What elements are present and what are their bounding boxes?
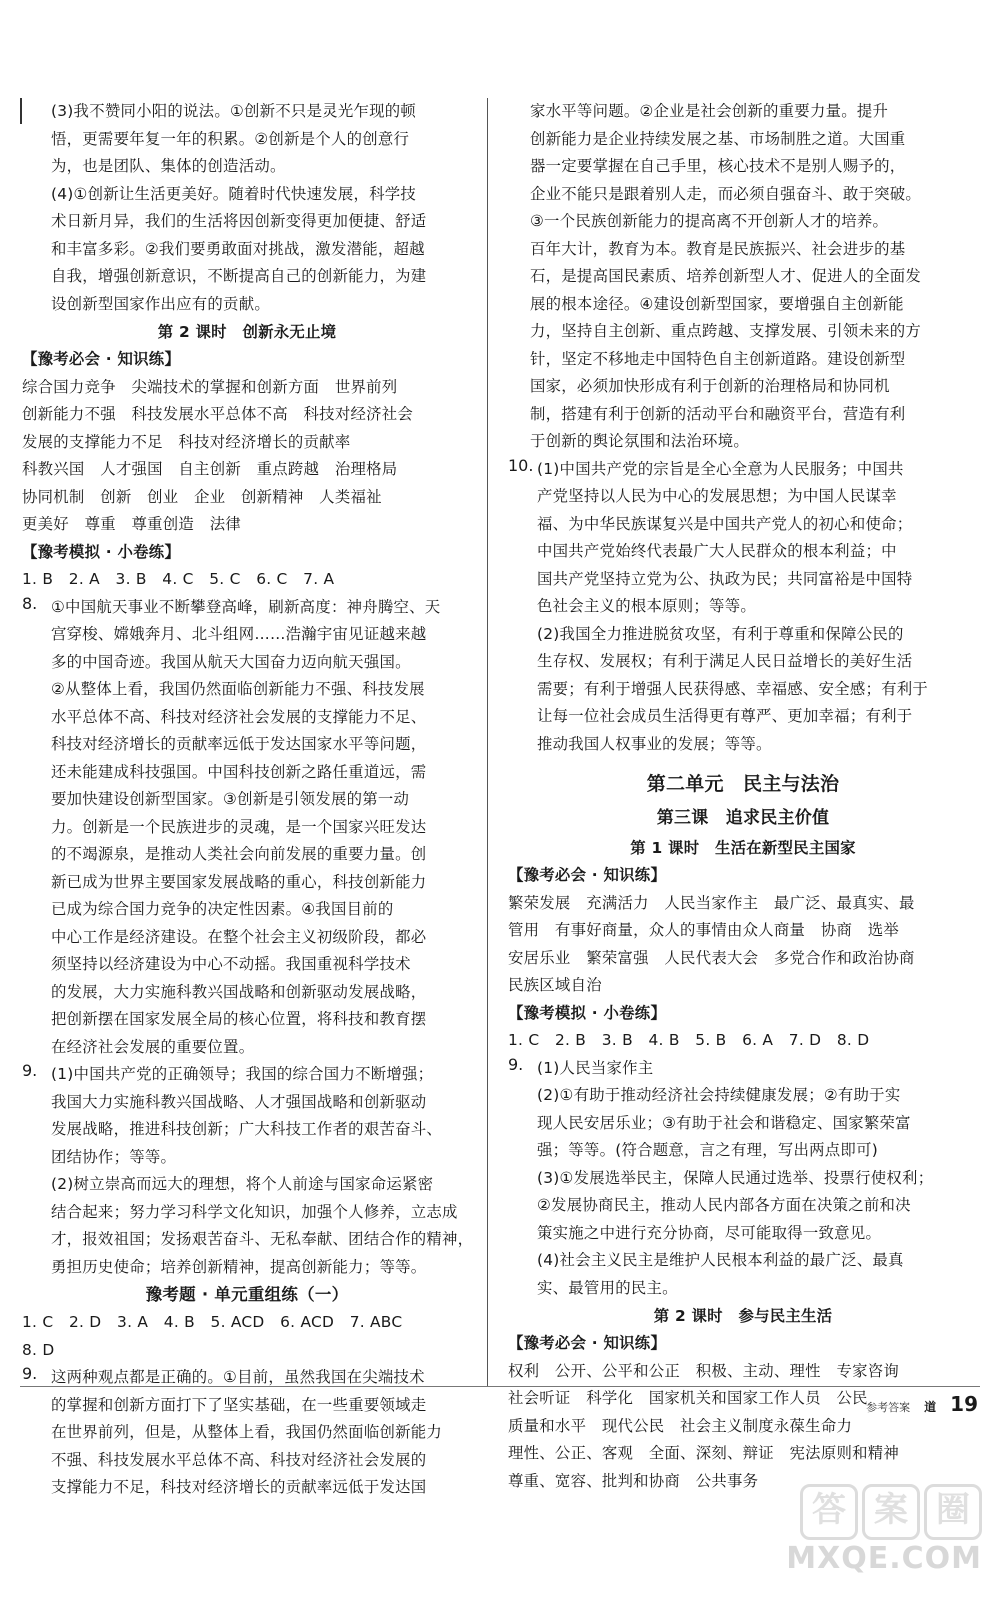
answer-line: 的不竭源泉，是推动人类社会向前发展的重要力量。创 <box>51 845 427 863</box>
answer-line: 生存权、发展权；有利于满足人民日益增长的美好生活 <box>537 652 913 670</box>
answer-line: 的掌握和创新方面打下了坚实基础，在一些重要领域走 <box>51 1395 427 1414</box>
answer-line: (2)树立崇高而远大的理想，将个人前途与国家命运紧密 <box>51 1175 434 1193</box>
answer-line: 于创新的舆论氛围和法治环境。 <box>530 432 749 450</box>
keyword-line: 社会听证 科学化 国家机关和国家工作人员 公民 <box>508 1389 868 1407</box>
answer-line: 国共产党坚持立党为公、执政为民；共同富裕是中国特 <box>537 569 913 588</box>
question-number: 9. <box>22 1364 38 1383</box>
answer-line: 多的中国奇迹。我国从航天大国奋力迈向航天强国。 <box>51 652 411 671</box>
keyword-line: 民族区域自治 <box>508 976 602 994</box>
question-9-answer <box>508 1055 978 1303</box>
question-9-answer <box>22 1364 472 1502</box>
watermark-char: 答 <box>800 1484 858 1540</box>
answer-line: ②发展协商民主，推动人民内部各方面在决策之前和决 <box>537 1196 911 1214</box>
answer-line: (4)社会主义民主是维护人民根本利益的最广泛、最真 <box>537 1251 904 1269</box>
choice-answers: 1. C 2. D 3. A 4. B 5. ACD 6. ACD 7. ABC <box>22 1313 403 1331</box>
answer-line: 展的根本途径。④建设创新型国家，要增强自主创新能 <box>530 294 904 313</box>
keyword-line: 尊重、宽容、批判和协商 公共事务 <box>508 1471 759 1490</box>
section-knowledge: 【豫考必会 · 知识练】 <box>22 350 181 368</box>
keyword-line: 管用 有事好商量，众人的事情由众人商量 协商 选举 <box>508 921 900 939</box>
keyword-line: 繁荣发展 充满活力 人民当家作主 最广泛、最真实、最 <box>508 893 915 912</box>
answer-line: 百年大计，教育为本。教育是民族振兴、社会进步的基 <box>530 239 906 258</box>
bottom-rule <box>20 1386 980 1387</box>
answer-line: 新已成为世界主要国家发展战略的重心，科技创新能力 <box>51 872 427 891</box>
answer-line: 科技对经济增长的贡献率远低于发达国家水平等问题， <box>51 735 427 753</box>
choice-answers: 1. B 2. A 3. B 4. C 5. C 6. C 7. A <box>22 570 335 588</box>
answer-line: 国家，必须加快形成有利于创新的治理格局和协同机 <box>530 377 890 395</box>
answer-line: 已成为综合国力竞争的决定性因素。④我国目前的 <box>51 900 394 918</box>
answer-line: 为，也是团队、集体的创造活动。 <box>51 157 286 175</box>
lesson-3-1-title: 第 1 课时 生活在新型民主国家 <box>630 839 856 857</box>
keyword-list <box>22 374 472 539</box>
answer-line: (3)①发展选举民主，保障人民通过选举、投票行使权利； <box>537 1168 934 1187</box>
unit-2-title: 第二单元 民主与法治 <box>646 773 840 795</box>
section-knowledge: 【豫考必会 · 知识练】 <box>508 1334 667 1352</box>
answer-block-continued <box>508 98 978 456</box>
answer-line: (2)我国全力推进脱贫攻坚，有利于尊重和保障公民的 <box>537 624 904 643</box>
answer-line: ③一个民族创新能力的提高离不开创新人才的培养。 <box>530 212 889 230</box>
answer-line: 支撑能力不足，科技对经济增长的贡献率远低于发达国 <box>51 1478 427 1496</box>
keyword-line: 发展的支撑能力不足 科技对经济增长的贡献率 <box>22 432 351 451</box>
lesson-2-title: 第 2 课时 创新永无止境 <box>157 323 337 341</box>
answer-line: 发展战略，推进科技创新；广大科技工作者的艰苦奋斗、 <box>51 1120 443 1138</box>
lesson-3-title: 第三课 追求民主价值 <box>656 808 830 828</box>
left-column <box>22 98 472 1502</box>
answer-line: 还未能建成科技强国。中国科技创新之路任重道远，需 <box>51 762 427 781</box>
right-column <box>508 98 978 1495</box>
answer-line: 制，搭建有利于创新的活动平台和融资平台，营造有利 <box>530 404 906 423</box>
answer-line: 的发展，大力实施科教兴国战略和创新驱动发展战略， <box>51 982 427 1001</box>
question-8-answer <box>22 594 472 1062</box>
answer-line: 实、最管用的民主。 <box>537 1278 678 1297</box>
answer-line: 石，是提高国民素质、培养创新型人才、促进人的全面发 <box>530 267 922 285</box>
keyword-line: 理性、公正、客观 全面、深刻、辩证 宪法原则和精神 <box>508 1444 900 1462</box>
answer-line: 这两种观点都是正确的。①目前，虽然我国在尖端技术 <box>51 1368 425 1386</box>
keyword-line: 权利 公开、公平和公正 积极、主动、理性 专家咨询 <box>508 1361 900 1380</box>
page-number: 19 <box>950 1392 978 1416</box>
answer-line: 团结协作；等等。 <box>51 1147 177 1166</box>
answer-line: 结合起来；努力学习科学文化知识，加强个人修养，立志成 <box>51 1202 458 1221</box>
answer-line: 现人民安居乐业；③有助于社会和谐稳定、国家繁荣富 <box>537 1113 911 1132</box>
answer-line: 宫穿梭、嫦娥奔月、北斗组网……浩瀚宇宙见证越来越 <box>51 625 427 643</box>
keyword-line: 质量和水平 现代公民 社会主义制度永葆生命力 <box>508 1416 853 1435</box>
answer-line: (1)中国共产党的正确领导；我国的综合国力不断增强； <box>51 1065 434 1083</box>
answer-line: 自我，增强创新意识，不断提高自己的创新能力，为建 <box>51 267 427 285</box>
keyword-list <box>508 1358 978 1496</box>
keyword-line: 科教兴国 人才强国 自主创新 重点跨越 治理格局 <box>22 460 398 478</box>
answer-line: 水平总体不高、科技对经济社会发展的支撑能力不足、 <box>51 707 427 726</box>
answer-line: 悟，更需要年复一年的积累。②创新是个人的创意行 <box>51 129 410 148</box>
column-divider <box>487 98 488 1386</box>
answer-line: (3)我不赞同小阳的说法。①创新不只是灵光乍现的顿 <box>51 102 417 120</box>
answer-line: 勇担历史使命；培养创新精神，提高创新能力；等等。 <box>51 1257 427 1276</box>
answer-line: 企业不能只是跟着别人走，而必须自强奋斗、敢于突破。 <box>530 184 922 203</box>
answer-line: 在经济社会发展的重要位置。 <box>51 1037 255 1056</box>
answer-line: (4)①创新让生活更美好。随着时代快速发展，科学技 <box>51 184 417 203</box>
keyword-line: 创新能力不强 科技发展水平总体不高 科技对经济社会 <box>22 405 414 423</box>
lesson-3-2-title: 第 2 课时 参与民主生活 <box>653 1307 833 1325</box>
page-footer <box>866 1392 978 1416</box>
answer-line: 力。创新是一个民族进步的灵魂，是一个国家兴旺发达 <box>51 817 427 836</box>
watermark-url: MXQE.COM <box>786 1541 982 1576</box>
watermark-char: 圈 <box>924 1484 982 1540</box>
question-number: 9. <box>508 1054 524 1074</box>
footer-label: 参考答案 <box>866 1401 911 1414</box>
answer-line: 术日新月异，我们的生活将因创新变得更加便捷、舒适 <box>51 212 427 230</box>
choice-answers: 1. C 2. B 3. B 4. B 5. B 6. A 7. D 8. D <box>508 1031 870 1049</box>
answer-line: 要加快建设创新型国家。③创新是引领发展的第一动 <box>51 790 410 808</box>
answer-line: 策实施之中进行充分协商，尽可能取得一致意见。 <box>537 1223 882 1242</box>
choice-answers: 8. D <box>22 1340 55 1359</box>
question-number: 8. <box>22 593 38 613</box>
answer-line: 产党坚持以人民为中心的发展思想；为中国人民谋幸 <box>537 487 897 505</box>
answer-line: 针，坚定不移地走中国特色自主创新道路。建设创新型 <box>530 349 906 368</box>
keyword-line: 协同机制 创新 创业 企业 创新精神 人类福祉 <box>22 487 382 506</box>
unit-test-title: 豫考题 · 单元重组练（一） <box>145 1285 349 1304</box>
answer-line: 需要；有利于增强人民获得感、幸福感、安全感；有利于 <box>537 679 929 698</box>
watermark-logo <box>752 1484 982 1580</box>
answer-line: 家水平等问题。②企业是社会创新的重要力量。提升 <box>530 102 889 120</box>
answer-line: 设创新型国家作出应有的贡献。 <box>51 294 270 313</box>
answer-line: 力，坚持自主创新、重点跨越、支撑发展、引领未来的方 <box>530 322 922 340</box>
answer-line: 强；等等。(符合题意，言之有理，写出两点即可) <box>537 1141 878 1159</box>
answer-line: 才，报效祖国；发扬艰苦奋斗、无私奉献、团结合作的精神， <box>51 1230 474 1248</box>
answer-line: 色社会主义的根本原则；等等。 <box>537 597 756 615</box>
subject-mark: 道 <box>924 1400 937 1414</box>
answer-line: ①中国航天事业不断攀登高峰，刷新高度：神舟腾空、天 <box>51 597 441 616</box>
answer-block-continued <box>22 98 472 318</box>
answer-line: (1)中国共产党的宗旨是全心全意为人民服务；中国共 <box>537 459 904 478</box>
answer-line: 把创新摆在国家发展全局的核心位置，将科技和教育摆 <box>51 1010 427 1028</box>
answer-line: (1)人民当家作主 <box>537 1058 654 1077</box>
answer-line: 器一定要掌握在自己手里，核心技术不是别人赐予的， <box>530 157 906 175</box>
answer-line: 在世界前列，但是，从整体上看，我国仍然面临创新能力 <box>51 1423 443 1441</box>
answer-line: 中心工作是经济建设。在整个社会主义初级阶段，都必 <box>51 927 427 946</box>
keyword-line: 更美好 尊重 尊重创造 法律 <box>22 515 241 533</box>
section-knowledge: 【豫考必会 · 知识练】 <box>508 866 667 884</box>
answer-line: (2)①有助于推动经济社会持续健康发展；②有助于实 <box>537 1086 901 1104</box>
section-mock: 【豫考模拟 · 小卷练】 <box>508 1003 667 1022</box>
answer-line: 让每一位社会成员生活得更有尊严、更加幸福；有利于 <box>537 707 913 725</box>
answer-line: 推动我国人权事业的发展；等等。 <box>537 734 772 753</box>
keyword-line: 安居乐业 繁荣富强 人民代表大会 多党合作和政治协商 <box>508 948 915 967</box>
answer-line: 创新能力是企业持续发展之基、市场制胜之道。大国重 <box>530 129 906 148</box>
answer-line: 须坚持以经济建设为中心不动摇。我国重视科学技术 <box>51 955 411 973</box>
question-9-answer <box>22 1061 472 1281</box>
watermark-char: 案 <box>862 1484 920 1540</box>
answer-line: 和丰富多彩。②我们要勇敢面对挑战，激发潜能，超越 <box>51 239 425 258</box>
keyword-list <box>508 890 978 1000</box>
section-mock: 【豫考模拟 · 小卷练】 <box>22 542 181 561</box>
answer-line: 我国大力实施科教兴国战略、人才强国战略和创新驱动 <box>51 1092 427 1111</box>
question-number: 10. <box>508 455 534 475</box>
question-10-answer <box>508 456 978 759</box>
keyword-line: 综合国力竞争 尖端技术的掌握和创新方面 世界前列 <box>22 377 398 396</box>
answer-line: 中国共产党始终代表最广大人民群众的根本利益；中 <box>537 542 897 560</box>
question-number: 9. <box>22 1061 38 1080</box>
answer-line: 不强、科技发展水平总体不高、科技对经济社会发展的 <box>51 1450 427 1469</box>
answer-line: ②从整体上看，我国仍然面临创新能力不强、科技发展 <box>51 680 425 698</box>
answer-line: 福、为中华民族谋复兴是中国共产党人的初心和使命； <box>537 514 913 533</box>
